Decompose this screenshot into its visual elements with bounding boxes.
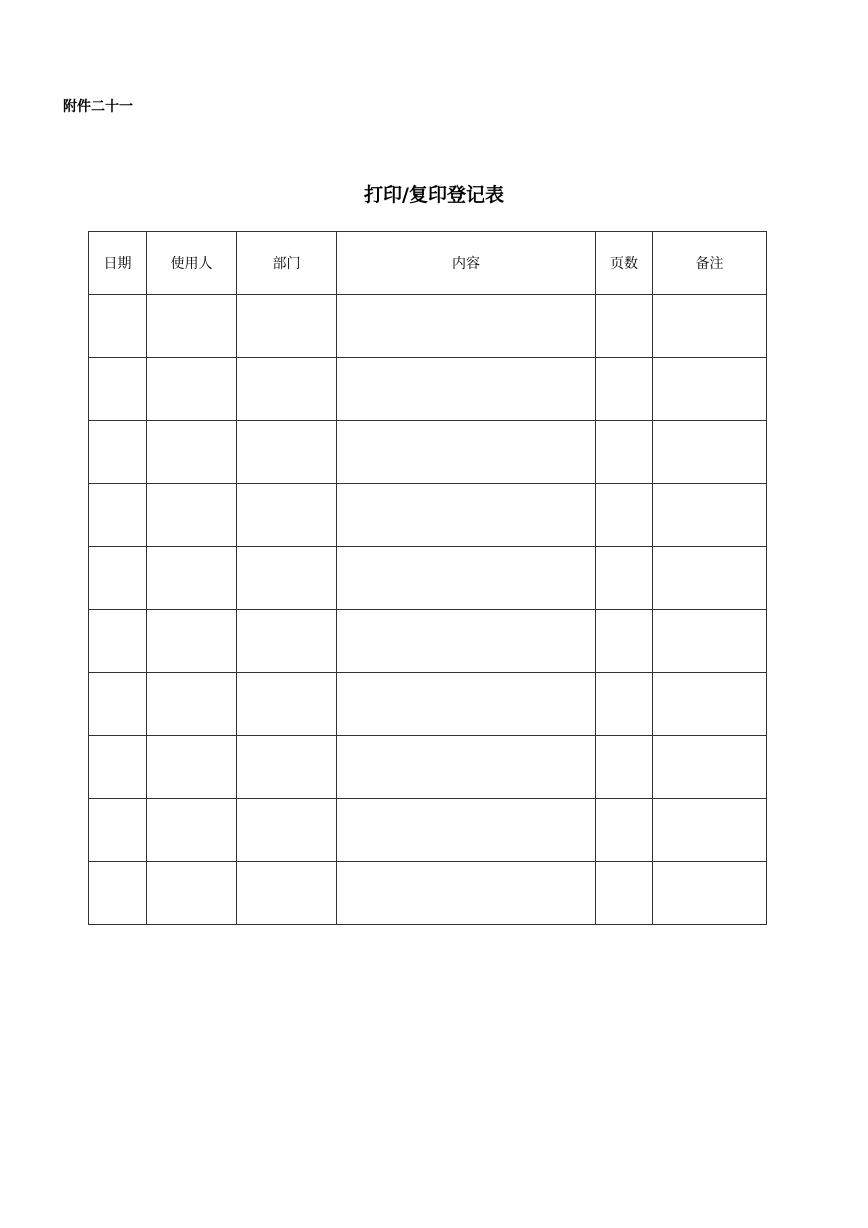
table-cell-content [337, 610, 596, 673]
table-cell-pages [596, 421, 653, 484]
table-cell-notes [653, 547, 767, 610]
table-cell-user [147, 295, 237, 358]
table-row [89, 358, 767, 421]
table-cell-user [147, 673, 237, 736]
table-cell-content [337, 295, 596, 358]
table-cell-user [147, 421, 237, 484]
table-cell-date [89, 610, 147, 673]
table-cell-user [147, 799, 237, 862]
table-cell-date [89, 547, 147, 610]
table-cell-department [237, 862, 337, 925]
table-cell-date [89, 295, 147, 358]
table-cell-date [89, 358, 147, 421]
table-cell-user [147, 358, 237, 421]
table-row [89, 862, 767, 925]
table-cell-notes [653, 421, 767, 484]
column-header-content: 内容 [337, 232, 596, 295]
table-row [89, 547, 767, 610]
table-cell-department [237, 358, 337, 421]
table-cell-pages [596, 547, 653, 610]
page-title: 打印/复印登记表 [364, 184, 504, 206]
table-cell-department [237, 673, 337, 736]
table-cell-department [237, 484, 337, 547]
table-cell-user [147, 610, 237, 673]
column-header-date: 日期 [89, 232, 147, 295]
table-cell-department [237, 547, 337, 610]
column-header-notes: 备注 [653, 232, 767, 295]
table-cell-pages [596, 862, 653, 925]
table-cell-content [337, 673, 596, 736]
table-row [89, 421, 767, 484]
table-cell-date [89, 421, 147, 484]
table-cell-pages [596, 736, 653, 799]
table-cell-content [337, 862, 596, 925]
table-cell-notes [653, 799, 767, 862]
table-row [89, 610, 767, 673]
table-row [89, 484, 767, 547]
table-cell-content [337, 736, 596, 799]
table-header-row [89, 232, 767, 295]
table-row [89, 673, 767, 736]
table-cell-pages [596, 799, 653, 862]
table-cell-user [147, 484, 237, 547]
table-cell-department [237, 736, 337, 799]
table-cell-content [337, 799, 596, 862]
table-cell-user [147, 736, 237, 799]
table-cell-date [89, 484, 147, 547]
table-cell-content [337, 547, 596, 610]
column-header-user: 使用人 [147, 232, 237, 295]
table-cell-notes [653, 862, 767, 925]
table-cell-notes [653, 484, 767, 547]
column-header-department: 部门 [237, 232, 337, 295]
table-cell-pages [596, 295, 653, 358]
table-cell-date [89, 862, 147, 925]
table-cell-notes [653, 673, 767, 736]
table-body [89, 295, 767, 925]
table-cell-department [237, 295, 337, 358]
table-cell-user [147, 547, 237, 610]
table-cell-department [237, 799, 337, 862]
attachment-label: 附件二十一 [63, 99, 133, 115]
table-cell-content [337, 421, 596, 484]
table-row [89, 799, 767, 862]
register-table [88, 231, 767, 925]
table-cell-notes [653, 358, 767, 421]
table-cell-content [337, 358, 596, 421]
table-row [89, 295, 767, 358]
table-cell-notes [653, 736, 767, 799]
table-cell-pages [596, 610, 653, 673]
column-header-pages: 页数 [596, 232, 653, 295]
table-cell-date [89, 736, 147, 799]
table-cell-pages [596, 358, 653, 421]
table-cell-notes [653, 610, 767, 673]
table-cell-department [237, 610, 337, 673]
table-cell-department [237, 421, 337, 484]
table-cell-date [89, 673, 147, 736]
table-cell-content [337, 484, 596, 547]
table-row [89, 736, 767, 799]
table-cell-notes [653, 295, 767, 358]
table-cell-pages [596, 484, 653, 547]
table-cell-date [89, 799, 147, 862]
table-cell-pages [596, 673, 653, 736]
table-cell-user [147, 862, 237, 925]
